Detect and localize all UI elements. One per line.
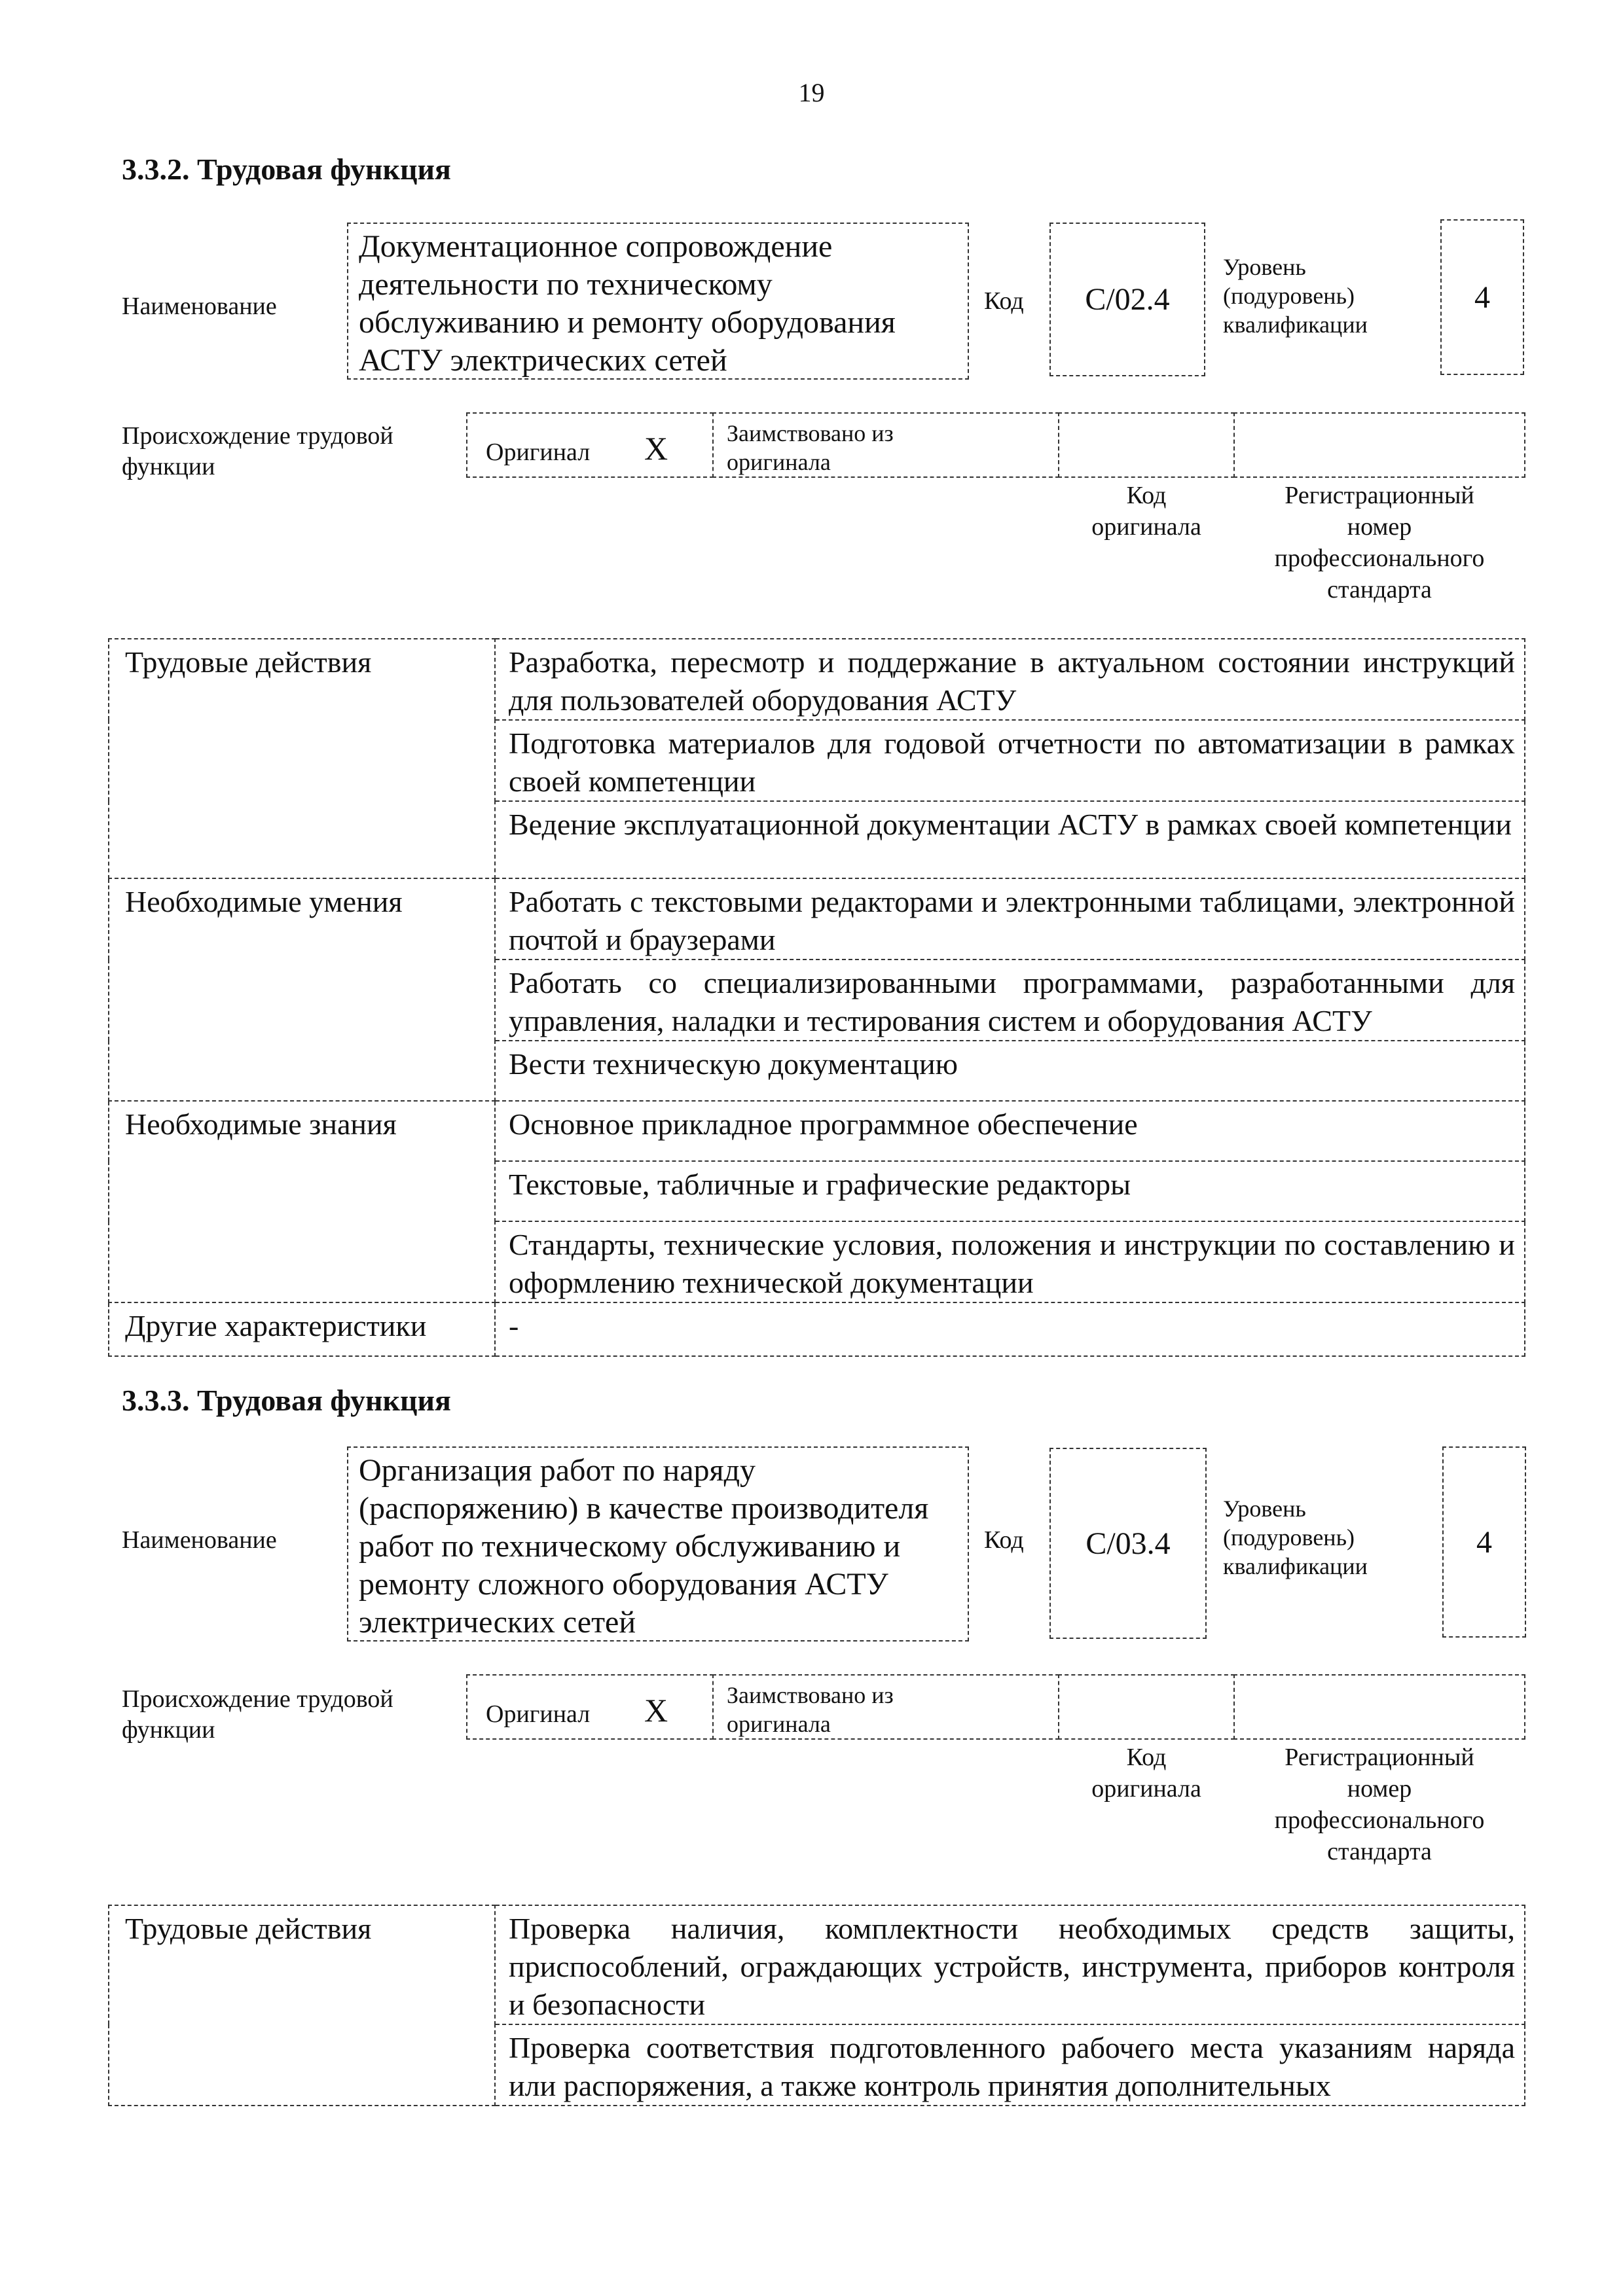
row-item: Работать с текстовыми редакторами и электронными таблицами, электронной почтой и браузерами [495,878,1525,960]
level-label-line: квалификации [1223,312,1368,338]
original-cell [466,412,714,478]
code-label: Код [984,1526,1024,1554]
original-mark: X [644,1692,668,1729]
row-item: Стандарты, технические условия, положения и инструкции по составлению и оформлению технической документации [495,1221,1525,1302]
caption-line: оригинала [1091,513,1201,541]
function-name-line: АСТУ электрических сетей [359,343,727,378]
code-box [1049,1448,1207,1639]
function-name-line: обслуживанию и ремонту оборудования [359,305,896,340]
original-code-caption [1058,1742,1235,1804]
function-name-line: Документационное сопровождение [359,229,833,264]
registration-number-caption [1233,1742,1525,1867]
caption-line: номер [1347,513,1412,541]
function-name-line: электрических сетей [359,1605,636,1640]
borrowed-label-line: оригинала [727,1711,831,1737]
borrowed-cell [712,1674,1059,1740]
level-label-line: Уровень [1223,254,1306,280]
level-label-line: Уровень [1223,1496,1306,1522]
level-label [1223,253,1368,339]
caption-line: Код [1126,1744,1167,1771]
table-row [109,1905,1525,2024]
row-category: Трудовые действия [109,1905,495,2106]
row-item: Проверка наличия, комплектности необходимых средств защиты, приспособлений, ограждающих устройств, инструмента, приборов контроля и безопасности [495,1905,1525,2024]
row-category: Другие характеристики [109,1302,495,1356]
original-label: Оригинал [486,1700,591,1728]
level-value: 4 [1474,279,1490,315]
caption-line: оригинала [1091,1775,1201,1803]
function-name-box [347,1446,969,1641]
origin-label [122,1684,393,1746]
original-code-cell [1058,1674,1235,1740]
function-name-line: деятельности по техническому [359,267,773,302]
caption-line: Регистрационный [1285,482,1474,509]
borrowed-label-line: оригинала [727,449,831,475]
origin-label-line: Происхождение трудовой [122,422,393,450]
row-item: Разработка, пересмотр и поддержание в актуальном состоянии инструкций для пользователей оборудования АСТУ [495,639,1525,720]
function-name-line: ремонту сложного оборудования АСТУ [359,1567,888,1602]
section-title: 3.3.2. Трудовая функция [122,152,451,186]
borrowed-cell [712,412,1059,478]
row-item: - [495,1302,1525,1356]
level-label-line: (подуровень) [1223,283,1355,309]
caption-line: Регистрационный [1285,1744,1474,1771]
caption-line: стандарта [1327,1838,1432,1865]
row-item: Основное прикладное программное обеспечение [495,1101,1525,1161]
level-label [1223,1494,1368,1581]
caption-line: профессионального [1274,545,1485,572]
level-label-line: квалификации [1223,1553,1368,1579]
function-details-table [108,1905,1525,2106]
name-label: Наименование [122,1526,277,1554]
row-category: Необходимые умения [109,878,495,1101]
original-mark: X [644,430,668,467]
borrowed-label-line: Заимствовано из [727,420,894,446]
level-box [1442,1446,1526,1638]
borrowed-label-line: Заимствовано из [727,1682,894,1708]
caption-line: Код [1126,482,1167,509]
caption-line: номер [1347,1775,1412,1803]
caption-line: стандарта [1327,576,1432,603]
table-row [109,878,1525,960]
name-label: Наименование [122,293,277,320]
row-category: Трудовые действия [109,639,495,878]
row-item: Вести техническую документацию [495,1041,1525,1101]
section-title: 3.3.3. Трудовая функция [122,1384,451,1417]
origin-label-line: функции [122,1716,215,1744]
code-value: C/02.4 [1085,282,1170,317]
row-item: Текстовые, табличные и графические редакторы [495,1161,1525,1221]
row-item: Проверка соответствия подготовленного рабочего места указаниям наряда или распоряжения, а также контроль принятия дополнительных [495,2024,1525,2106]
original-cell [466,1674,714,1740]
table-row [109,639,1525,720]
origin-label-line: функции [122,453,215,480]
origin-label [122,421,393,482]
row-item: Ведение эксплуатационной документации АСТУ в рамках своей компетенции [495,801,1525,878]
code-label: Код [984,287,1024,315]
registration-number-cell [1233,412,1525,478]
code-box [1049,223,1205,376]
row-category: Необходимые знания [109,1101,495,1302]
level-box [1440,219,1524,375]
code-value: C/03.4 [1085,1526,1171,1561]
original-code-caption [1058,480,1235,543]
caption-line: профессионального [1274,1806,1485,1834]
function-details-table [108,638,1525,1357]
origin-label-line: Происхождение трудовой [122,1685,393,1713]
function-name-line: работ по техническому обслуживанию и [359,1529,901,1564]
function-name-line: Организация работ по наряду [359,1453,756,1488]
function-name-box [347,223,969,380]
row-item: Подготовка материалов для годовой отчетности по автоматизации в рамках своей компетенции [495,720,1525,801]
original-code-cell [1058,412,1235,478]
registration-number-caption [1233,480,1525,605]
page-number: 19 [798,78,825,107]
original-label: Оригинал [486,439,591,466]
registration-number-cell [1233,1674,1525,1740]
level-value: 4 [1476,1524,1492,1560]
row-item: Работать со специализированными программами, разработанными для управления, наладки и тестирования систем и оборудования АСТУ [495,960,1525,1041]
table-row [109,1302,1525,1356]
level-label-line: (подуровень) [1223,1524,1355,1551]
table-row [109,1101,1525,1161]
function-name-line: (распоряжению) в качестве производителя [359,1491,929,1526]
